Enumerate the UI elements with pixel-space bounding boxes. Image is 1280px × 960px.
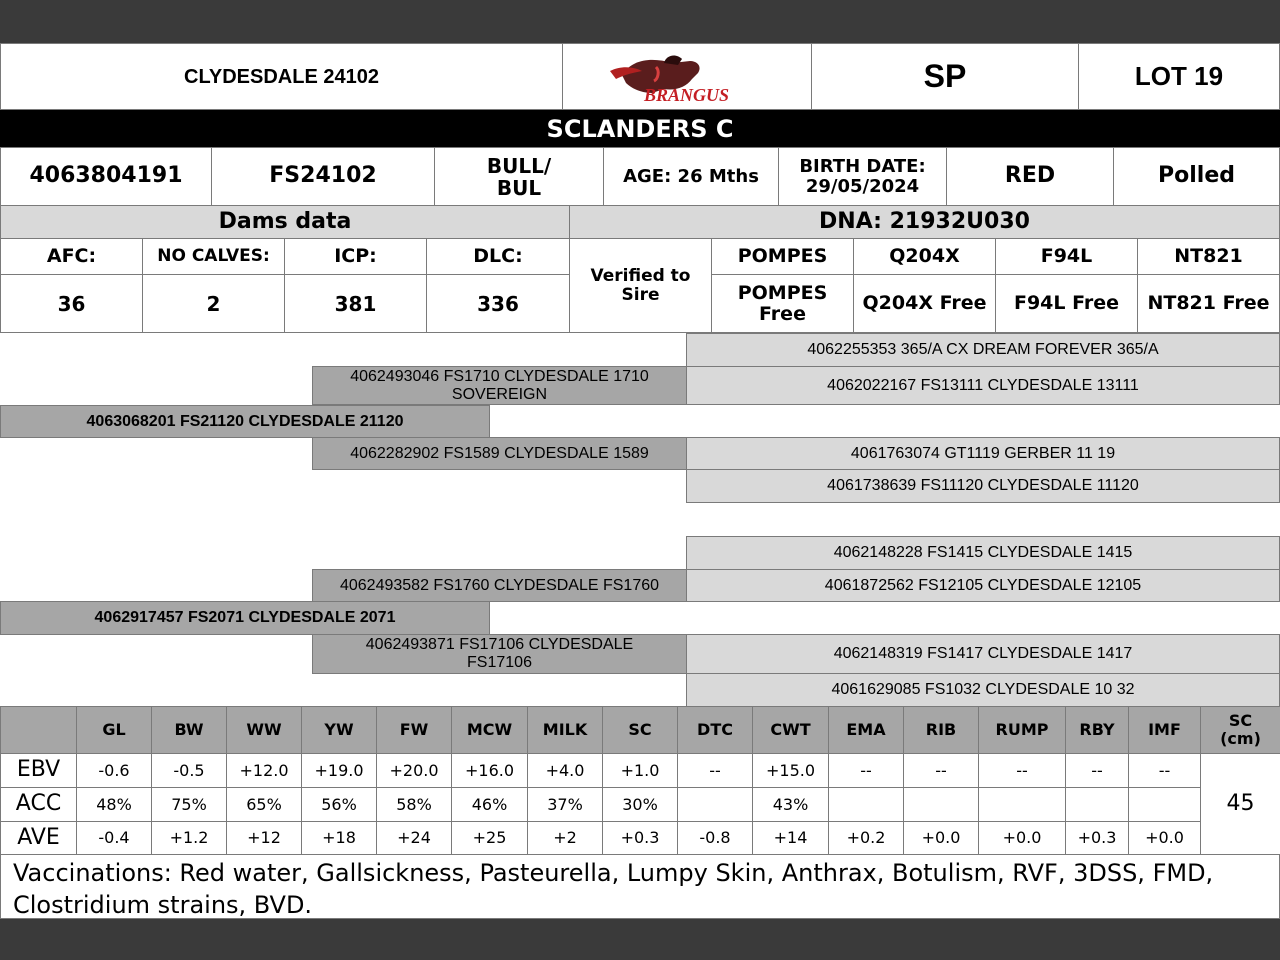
dna-value-q204x: Q204X Free (853, 274, 996, 333)
animal-name: CLYDESDALE 24102 (0, 43, 563, 110)
perf-header-yw: YW (301, 706, 377, 754)
perf-header-corner (0, 706, 77, 754)
perf-cell-ave-bw: +1.2 (151, 821, 227, 855)
perf-cell-ebv-bw: -0.5 (151, 753, 227, 788)
perf-cell-ave-imf: +0.0 (1128, 821, 1201, 855)
logo-text: BRANGUS (644, 84, 730, 105)
perf-cell-ebv-rby: -- (1065, 753, 1129, 788)
perf-header-dtc: DTC (677, 706, 753, 754)
dna-value-pompes: POMPES Free (711, 274, 854, 333)
perf-cell-ave-rby: +0.3 (1065, 821, 1129, 855)
pedigree-ss-dam: 4062022167 FS13111 CLYDESDALE 13111 (686, 366, 1280, 405)
perf-header-sc: SC (602, 706, 678, 754)
dams-value-dlc: 336 (426, 274, 570, 333)
perf-cell-acc-dtc (677, 787, 753, 822)
perf-cell-ebv-mcw: +16.0 (451, 753, 528, 788)
pedigree-dam: 4062917457 FS2071 CLYDESDALE 2071 (0, 601, 490, 635)
perf-cell-acc-bw: 75% (151, 787, 227, 822)
pedigree-dd-dam: 4061629085 FS1032 CLYDESDALE 10 32 (686, 673, 1280, 707)
perf-header-fw: FW (376, 706, 452, 754)
perf-cell-acc-rby (1065, 787, 1129, 822)
perf-cell-ave-rump: +0.0 (978, 821, 1066, 855)
perf-cell-acc-sc: 30% (602, 787, 678, 822)
perf-cell-ave-cwt: +14 (752, 821, 829, 855)
perf-cell-ave-yw: +18 (301, 821, 377, 855)
birth-date-value: 29/05/2024 (805, 175, 920, 197)
breeder-name: SCLANDERS C (0, 110, 1280, 147)
bull-head-icon (602, 49, 772, 105)
perf-header-bw: BW (151, 706, 227, 754)
tag-number: FS24102 (211, 147, 435, 206)
dams-header-afc: AFC: (0, 238, 143, 275)
dams-value-no-calves: 2 (142, 274, 285, 333)
perf-header-rib: RIB (903, 706, 979, 754)
perf-cell-acc-rib (903, 787, 979, 822)
dna-header-f94l: F94L (995, 238, 1138, 275)
dna-value-f94l: F94L Free (995, 274, 1138, 333)
perf-cell-acc-fw: 58% (376, 787, 452, 822)
perf-cell-ebv-dtc: -- (677, 753, 753, 788)
pedigree-sd-dam: 4061738639 FS11120 CLYDESDALE 11120 (686, 469, 1280, 503)
perf-cell-ave-ema: +0.2 (828, 821, 904, 855)
perf-row-label-ebv: EBV (0, 753, 77, 788)
dams-value-afc: 36 (0, 274, 143, 333)
pedigree-dam-sire: 4062493582 FS1760 CLYDESDALE FS1760 (312, 569, 687, 602)
perf-row-label-acc: ACC (0, 787, 77, 822)
perf-cell-ebv-rib: -- (903, 753, 979, 788)
pedigree-ds-dam: 4061872562 FS12105 CLYDESDALE 12105 (686, 569, 1280, 602)
pedigree-dd-sire: 4062148319 FS1417 CLYDESDALE 1417 (686, 634, 1280, 674)
dams-header-no-calves: NO CALVES: (142, 238, 285, 275)
perf-header-cwt: CWT (752, 706, 829, 754)
perf-cell-ave-rib: +0.0 (903, 821, 979, 855)
perf-cell-ave-dtc: -0.8 (677, 821, 753, 855)
perf-sc-value: 45 (1200, 753, 1280, 855)
perf-cell-acc-ww: 65% (226, 787, 302, 822)
age: AGE: 26 Mths (603, 147, 779, 206)
sex-line-1: BULL/ (486, 153, 552, 178)
pedigree-sire: 4063068201 FS21120 CLYDESDALE 21120 (0, 405, 490, 438)
dams-value-icp: 381 (284, 274, 427, 333)
perf-cell-acc-gl: 48% (76, 787, 152, 822)
perf-cell-ave-gl: -0.4 (76, 821, 152, 855)
brangus-logo (562, 43, 812, 110)
colour: RED (946, 147, 1114, 206)
dna-header-q204x: Q204X (853, 238, 996, 275)
perf-cell-ebv-gl: -0.6 (76, 753, 152, 788)
perf-cell-ave-mcw: +25 (451, 821, 528, 855)
perf-cell-acc-rump (978, 787, 1066, 822)
birth-date (778, 147, 947, 206)
perf-cell-acc-milk: 37% (527, 787, 603, 822)
perf-header-ww: WW (226, 706, 302, 754)
brand-code: SP (811, 43, 1079, 110)
pedigree-sire-dam: 4062282902 FS1589 CLYDESDALE 1589 (312, 437, 687, 470)
perf-cell-ebv-fw: +20.0 (376, 753, 452, 788)
perf-cell-ebv-imf: -- (1128, 753, 1201, 788)
perf-header-gl: GL (76, 706, 152, 754)
perf-header-milk: MILK (527, 706, 603, 754)
pedigree-ds-sire: 4062148228 FS1415 CLYDESDALE 1415 (686, 536, 1280, 570)
pedigree-sd-sire: 4061763074 GT1119 GERBER 11 19 (686, 437, 1280, 470)
pedigree-dam-dam: 4062493871 FS17106 CLYDESDALE FS17106 (312, 634, 687, 674)
horn-status: Polled (1113, 147, 1280, 206)
sex (434, 147, 604, 206)
perf-cell-ebv-cwt: +15.0 (752, 753, 829, 788)
pedigree-sire-sire: 4062493046 FS1710 CLYDESDALE 1710 SOVEREIGN (312, 366, 687, 405)
dna-header-nt821: NT821 (1137, 238, 1280, 275)
perf-cell-ave-ww: +12 (226, 821, 302, 855)
perf-cell-acc-ema (828, 787, 904, 822)
perf-header-sc-cm: SC (cm) (1200, 706, 1280, 754)
perf-cell-ave-milk: +2 (527, 821, 603, 855)
perf-cell-ebv-sc: +1.0 (602, 753, 678, 788)
perf-cell-acc-yw: 56% (301, 787, 377, 822)
perf-header-ema: EMA (828, 706, 904, 754)
birth-date-label: BIRTH DATE: (799, 155, 926, 177)
perf-header-imf: IMF (1128, 706, 1201, 754)
perf-cell-ebv-rump: -- (978, 753, 1066, 788)
vaccinations: Vaccinations: Red water, Gallsickness, Pasteurella, Lumpy Skin, Anthrax, Botulism, RVF, 3DSS, FMD, Clostridium strains, BVD. (0, 854, 1280, 919)
perf-cell-acc-mcw: 46% (451, 787, 528, 822)
dams-header-dlc: DLC: (426, 238, 570, 275)
perf-cell-ave-fw: +24 (376, 821, 452, 855)
pedigree-ss-sire: 4062255353 365/A CX DREAM FOREVER 365/A (686, 333, 1280, 367)
perf-cell-ave-sc: +0.3 (602, 821, 678, 855)
perf-cell-acc-cwt: 43% (752, 787, 829, 822)
perf-cell-acc-imf (1128, 787, 1201, 822)
perf-cell-ebv-milk: +4.0 (527, 753, 603, 788)
dna-header-pompes: POMPES (711, 238, 854, 275)
perf-cell-ebv-ww: +12.0 (226, 753, 302, 788)
perf-header-rby: RBY (1065, 706, 1129, 754)
dams-header-icp: ICP: (284, 238, 427, 275)
dams-data-title: Dams data (0, 205, 570, 239)
dna-title: DNA: 21932U030 (569, 205, 1280, 239)
registration-number: 4063804191 (0, 147, 212, 206)
perf-cell-ebv-yw: +19.0 (301, 753, 377, 788)
verified-to-sire: Verified to Sire (569, 238, 712, 333)
perf-header-mcw: MCW (451, 706, 528, 754)
perf-row-label-ave: AVE (0, 821, 77, 855)
perf-header-rump: RUMP (978, 706, 1066, 754)
perf-cell-ebv-ema: -- (828, 753, 904, 788)
sex-line-2: BUL (496, 175, 542, 200)
lot-number: LOT 19 (1078, 43, 1280, 110)
dna-value-nt821: NT821 Free (1137, 274, 1280, 333)
